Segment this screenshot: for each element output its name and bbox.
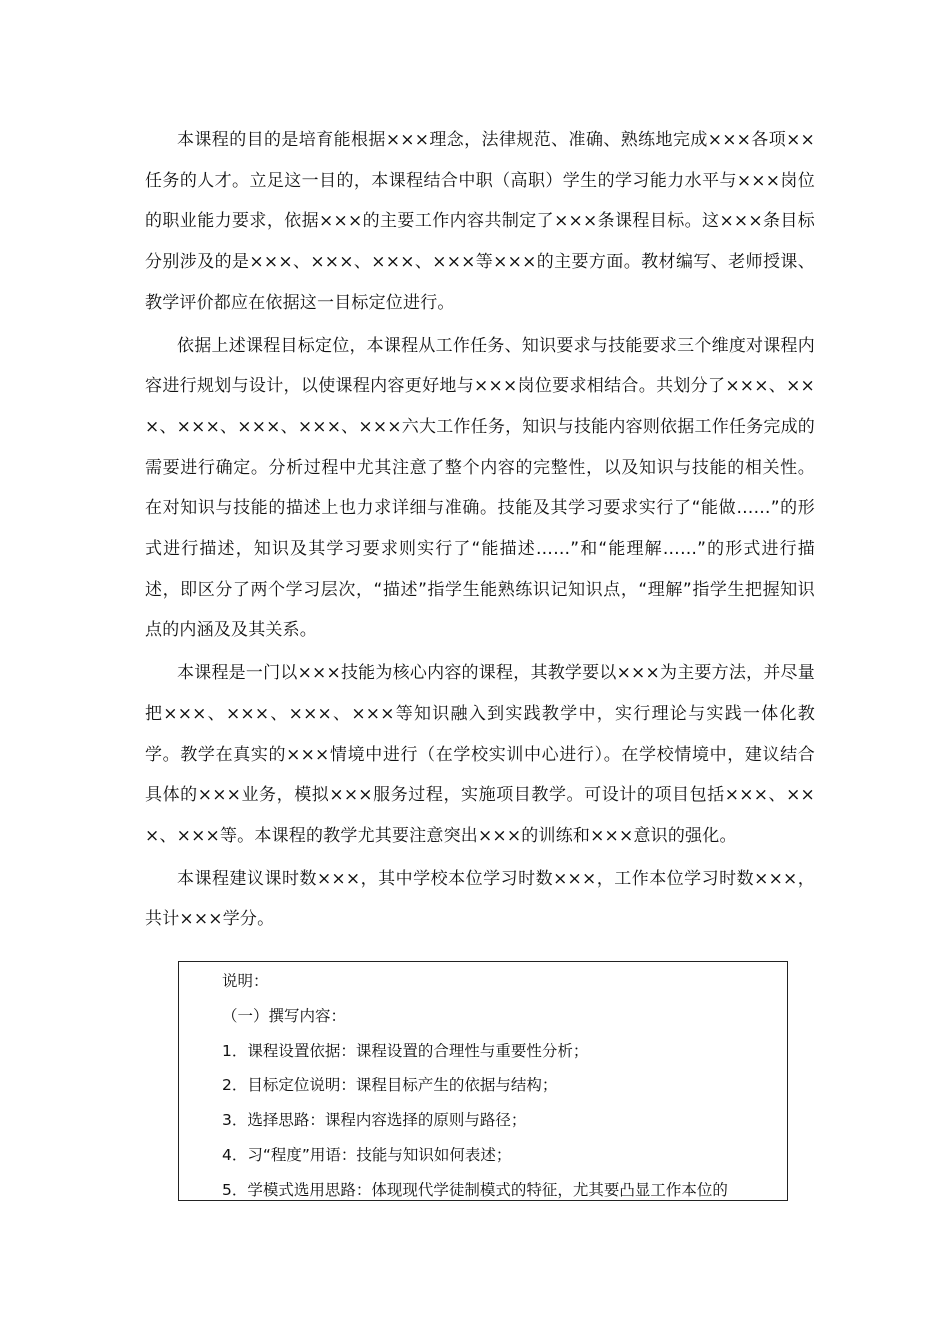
notes-item: 2．目标定位说明：课程目标产生的依据与结构； — [222, 1076, 558, 1095]
notes-box — [178, 961, 788, 1201]
paragraph-teaching-method: 本课程是一门以×××技能为核心内容的课程，其教学要以×××为主要方法，并尽量把×××、×××、×××、×××等知识融入到实践教学中，实行理论与实践一体化教学。教学在真实的×××情境中进行（在学校实训中心进行）。在学校情境中，建议结合具体的×××业务，模拟×××服务过程，实施项目教学。可设计的项目包括×××、×××、×××等。本课程的教学尤其要注意突出×××的训练和×××意识的强化。 — [145, 663, 815, 846]
notes-item: 5．学模式选用思路：体现现代学徒制模式的特征，尤其要凸显工作本位的 — [222, 1180, 728, 1199]
notes-item: 4．习“程度”用语：技能与知识如何表述； — [222, 1145, 512, 1164]
notes-title: 说明： — [222, 972, 269, 990]
notes-section-heading: （一）撰写内容： — [222, 1006, 347, 1025]
notes-item: 3．选择思路：课程内容选择的原则与路径； — [222, 1111, 527, 1130]
paragraph-content-design: 依据上述课程目标定位，本课程从工作任务、知识要求与技能要求三个维度对课程内容进行规划与设计，以使课程内容更好地与×××岗位要求相结合。共划分了×××、×××、×××、×××、×××、×××六大工作任务，知识与技能内容则依据工作任务完成的需要进行确定。分析过程中尤其注意了整个内容的完整性，以及知识与技能的相关性。在对知识与技能的描述上也力求详细与准确。技能及其学习要求实行了“能做……”的形式进行描述，知识及其学习要求则实行了“能描述……”和“能理解……”的形式进行描述，即区分了两个学习层次，“描述”指学生能熟练识记知识点，“理解”指学生把握知识点的内涵及及其关系。 — [145, 335, 815, 641]
notes-item: 1．课程设置依据：课程设置的合理性与重要性分析； — [222, 1041, 589, 1060]
paragraph-class-hours: 本课程建议课时数×××，其中学校本位学习时数×××，工作本位学习时数×××，共计×××学分。 — [145, 868, 815, 930]
paragraph-course-objective: 本课程的目的是培育能根据×××理念，法律规范、准确、熟练地完成×××各项××任务的人才。立足这一目的，本课程结合中职（高职）学生的学习能力水平与×××岗位的职业能力要求，依据×××的主要工作内容共制定了×××条课程目标。这×××条目标分别涉及的是×××、×××、×××、×××等×××的主要方面。教材编写、老师授课、教学评价都应在依据这一目标定位进行。 — [145, 130, 815, 313]
document-body — [145, 120, 815, 942]
notes-content — [222, 964, 781, 1201]
